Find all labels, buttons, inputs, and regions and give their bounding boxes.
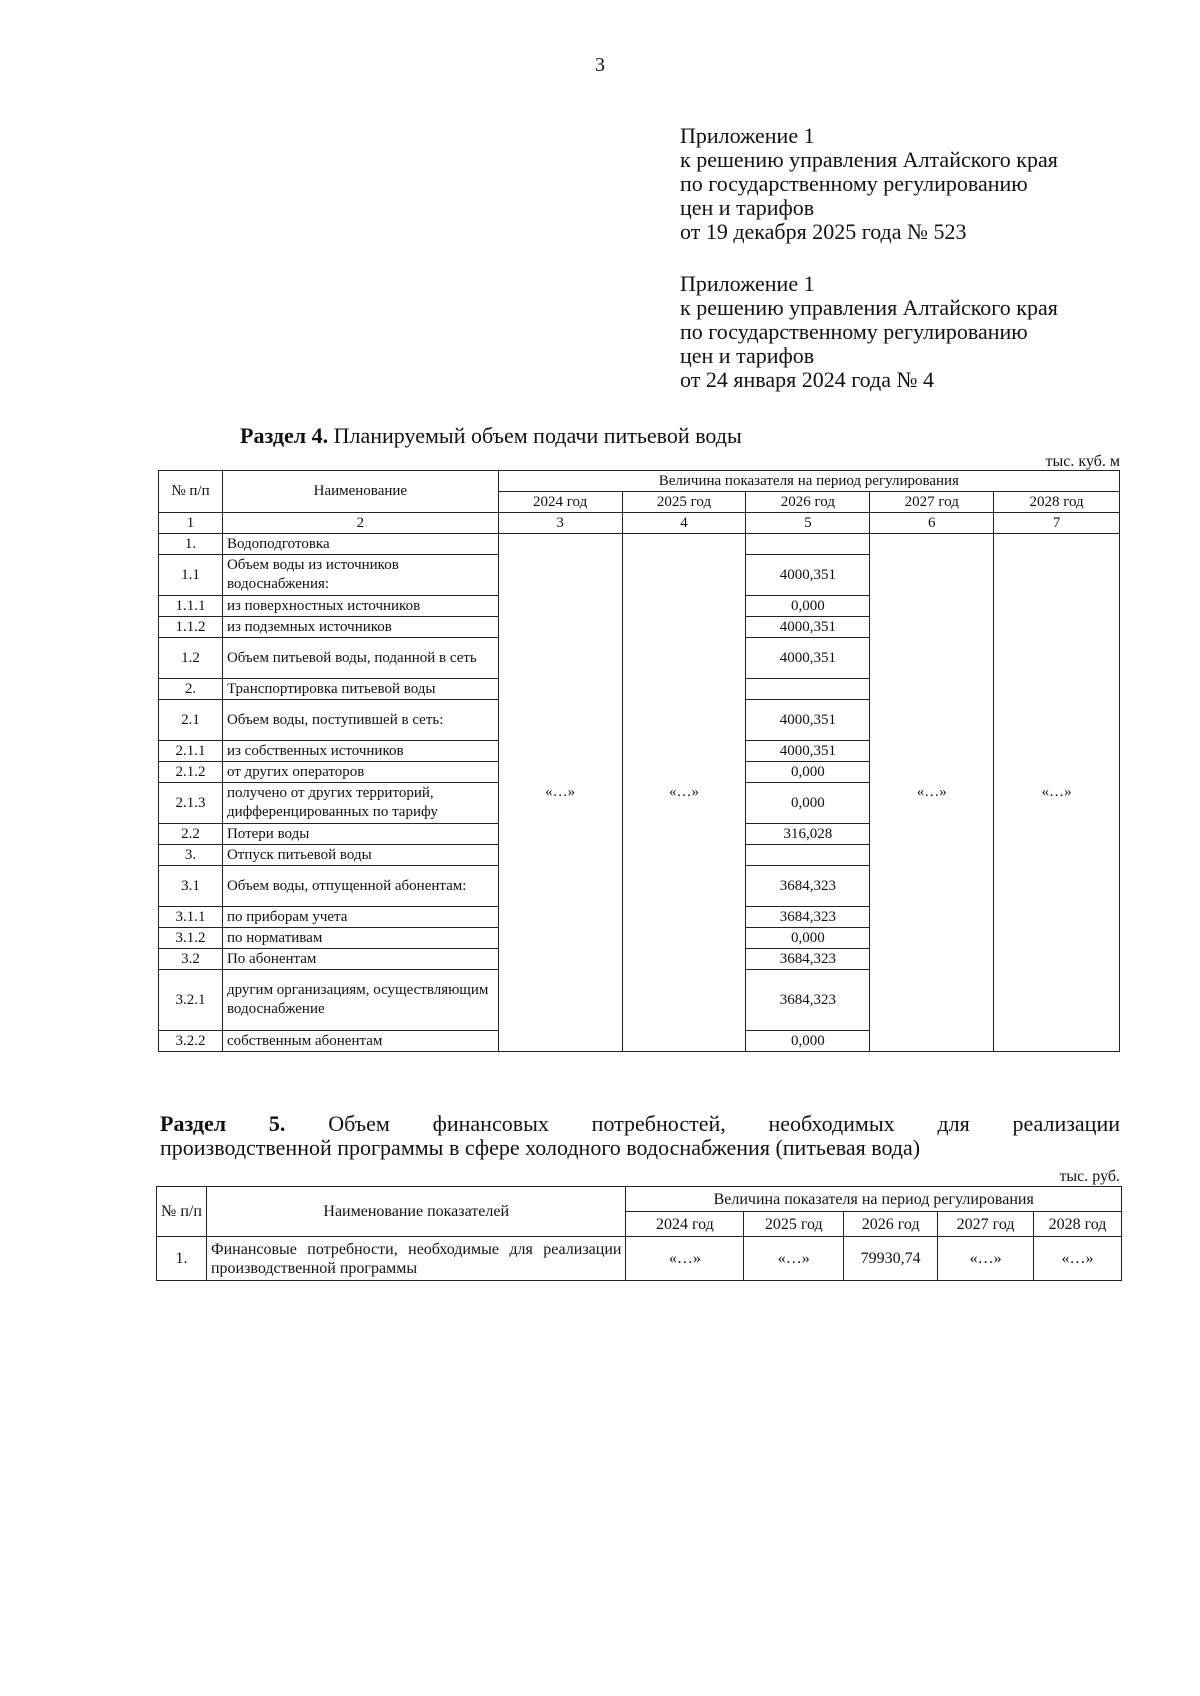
row-name: Объем питьевой воды, поданной в сеть [222, 638, 498, 679]
omitted-value-2025: «…» [622, 534, 746, 1052]
col-number: 4 [622, 513, 746, 534]
header-num: № п/п [157, 1187, 207, 1237]
value-2026: 4000,351 [746, 700, 870, 741]
row-num: 3.2.1 [159, 970, 223, 1031]
value-2026: 0,000 [746, 762, 870, 783]
row-num: 2.1.2 [159, 762, 223, 783]
omitted-value-2028: «…» [994, 534, 1120, 1052]
row-num: 2. [159, 679, 223, 700]
header-year: 2025 год [744, 1212, 844, 1237]
omitted-value-2027: «…» [870, 534, 994, 1052]
section5-units: тыс. руб. [1059, 1168, 1120, 1185]
value-2026 [746, 845, 870, 866]
page-number: 3 [595, 54, 605, 76]
section4-title-text: Планируемый объем подачи питьевой воды [333, 423, 742, 448]
header-year: 2027 год [870, 492, 994, 513]
appendix-original-heading [680, 272, 1058, 392]
row-value: «…» [744, 1237, 844, 1281]
header-year: 2025 год [622, 492, 746, 513]
row-name: собственным абонентам [222, 1031, 498, 1052]
value-2026: 3684,323 [746, 907, 870, 928]
header-year: 2027 год [938, 1212, 1034, 1237]
row-name: Отпуск питьевой воды [222, 845, 498, 866]
row-value: «…» [938, 1237, 1034, 1281]
row-num: 2.1.3 [159, 783, 223, 824]
appendix-line: к решению управления Алтайского края [680, 147, 1058, 172]
row-num: 2.1.1 [159, 741, 223, 762]
row-name: Транспортировка питьевой воды [222, 679, 498, 700]
row-name: по нормативам [222, 928, 498, 949]
value-2026 [746, 679, 870, 700]
section4-title [240, 424, 742, 448]
row-num: 2.2 [159, 824, 223, 845]
row-value: 79930,74 [844, 1237, 938, 1281]
appendix-current-heading [680, 124, 1058, 244]
row-num: 3.1.1 [159, 907, 223, 928]
header-year: 2028 год [994, 492, 1120, 513]
appendix-line: Приложение 1 [680, 123, 815, 148]
value-2026: 4000,351 [746, 741, 870, 762]
row-num: 3.1.2 [159, 928, 223, 949]
section4-table [158, 470, 1120, 1052]
value-2026: 3684,323 [746, 866, 870, 907]
value-2026: 0,000 [746, 1031, 870, 1052]
value-2026: 4000,351 [746, 617, 870, 638]
row-num: 1. [159, 534, 223, 555]
row-name: другим организациям, осуществляющим водоснабжение [222, 970, 498, 1031]
row-num: 1.1.1 [159, 596, 223, 617]
section5-title-line1: Объем финансовых потребностей, необходимых для реализации [328, 1111, 1121, 1136]
row-name: по приборам учета [222, 907, 498, 928]
section5-label: Раздел 5. [160, 1111, 286, 1136]
header-year: 2024 год [498, 492, 622, 513]
section4-label: Раздел 4. [240, 423, 329, 448]
row-num: 1.1.2 [159, 617, 223, 638]
header-period: Величина показателя на период регулирования [626, 1187, 1122, 1212]
appendix-line: цен и тарифов [680, 195, 815, 220]
row-name: из собственных источников [222, 741, 498, 762]
col-number: 3 [498, 513, 622, 534]
header-year: 2026 год [844, 1212, 938, 1237]
appendix-line: от 24 января 2024 года № 4 [680, 367, 934, 392]
appendix-line: от 19 декабря 2025 года № 523 [680, 219, 967, 244]
row-name: Объем воды из источников водоснабжения: [222, 555, 498, 596]
value-2026: 3684,323 [746, 949, 870, 970]
row-name: из подземных источников [222, 617, 498, 638]
row-num: 3.1 [159, 866, 223, 907]
appendix-line: по государственному регулированию [680, 171, 1028, 196]
row-name: Объем воды, отпущенной абонентам: [222, 866, 498, 907]
row-name: Водоподготовка [222, 534, 498, 555]
appendix-line: к решению управления Алтайского края [680, 295, 1058, 320]
value-2026: 4000,351 [746, 555, 870, 596]
row-name: Потери воды [222, 824, 498, 845]
row-name: Финансовые потребности, необходимые для реализации производственной программы [206, 1237, 626, 1281]
row-num: 1.2 [159, 638, 223, 679]
section5-table [156, 1186, 1122, 1281]
section5-title [160, 1112, 1120, 1160]
header-year: 2026 год [746, 492, 870, 513]
col-number: 1 [159, 513, 223, 534]
appendix-line: Приложение 1 [680, 271, 815, 296]
col-number: 2 [222, 513, 498, 534]
header-year: 2028 год [1034, 1212, 1122, 1237]
col-number: 5 [746, 513, 870, 534]
row-num: 3.2 [159, 949, 223, 970]
row-name: из поверхностных источников [222, 596, 498, 617]
value-2026: 3684,323 [746, 970, 870, 1031]
row-value: «…» [1034, 1237, 1122, 1281]
row-value: «…» [626, 1237, 744, 1281]
section4-units: тыс. куб. м [1045, 453, 1120, 470]
header-year: 2024 год [626, 1212, 744, 1237]
appendix-line: по государственному регулированию [680, 319, 1028, 344]
col-number: 7 [994, 513, 1120, 534]
header-num: № п/п [159, 471, 223, 513]
header-name: Наименование показателей [206, 1187, 626, 1237]
header-period: Величина показателя на период регулирования [498, 471, 1119, 492]
row-num: 3. [159, 845, 223, 866]
omitted-value-2024: «…» [498, 534, 622, 1052]
row-num: 1.1 [159, 555, 223, 596]
table-row [159, 534, 1120, 555]
header-name: Наименование [222, 471, 498, 513]
section5-title-line2: производственной программы в сфере холодного водоснабжения (питьевая вода) [160, 1135, 921, 1160]
value-2026: 0,000 [746, 783, 870, 824]
row-num: 2.1 [159, 700, 223, 741]
value-2026: 4000,351 [746, 638, 870, 679]
row-num: 1. [157, 1237, 207, 1281]
value-2026: 0,000 [746, 596, 870, 617]
value-2026: 0,000 [746, 928, 870, 949]
row-name: получено от других территорий, дифференцированных по тарифу [222, 783, 498, 824]
row-name: По абонентам [222, 949, 498, 970]
value-2026 [746, 534, 870, 555]
row-num: 3.2.2 [159, 1031, 223, 1052]
row-name: от других операторов [222, 762, 498, 783]
row-name: Объем воды, поступившей в сеть: [222, 700, 498, 741]
appendix-line: цен и тарифов [680, 343, 815, 368]
value-2026: 316,028 [746, 824, 870, 845]
col-number: 6 [870, 513, 994, 534]
